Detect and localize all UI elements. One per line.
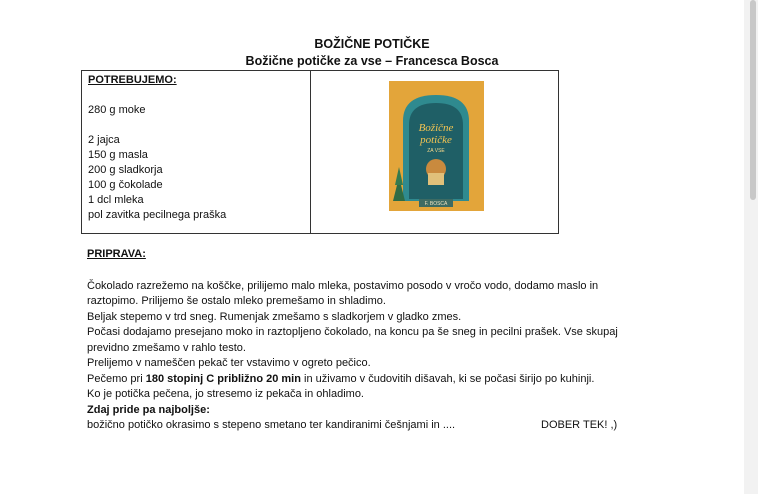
table-divider [310, 71, 311, 233]
finish-heading: Zdaj pride pa najboljše: [87, 403, 210, 416]
book-cover-illustration [389, 81, 484, 211]
ingredient-item: 100 g čokolade [88, 179, 163, 191]
preparation-line: previdno zmešamo v rahlo testo. [87, 341, 246, 354]
preparation-line: Prelijemo v nameščen pekač ter vstavimo v ogreto pečico. [87, 357, 371, 369]
preparation-bake-line [87, 372, 618, 388]
closing-text: DOBER TEK! ,) [541, 419, 618, 431]
ingredient-spacer [88, 118, 226, 133]
preparation-heading: PRIPRAVA: [87, 248, 146, 260]
book-title-line1: Božične [418, 122, 454, 134]
ingredient-item: 200 g sladkorja [88, 164, 163, 176]
book-author: F. BOSCA [424, 201, 448, 207]
bake-emphasis: 180 stopinj C približno 20 min [145, 372, 301, 385]
book-subtitle: ZA VSE [427, 148, 445, 154]
book-cover-image [389, 81, 484, 211]
preparation-line: Ko je potička pečena, jo stresemo iz pekača in ohladimo. [87, 388, 364, 400]
bake-suffix: in uživamo v čudovitih dišavah, ki se počasi širijo po kuhinji. [300, 372, 595, 385]
ingredients-table [81, 70, 559, 234]
ingredient-item: pol zavitka pecilnega praška [88, 209, 227, 221]
ingredient-item: 150 g masla [88, 149, 148, 161]
ingredients-cell [88, 73, 226, 223]
preparation-line: raztopimo. Prilijemo še ostalo mleko premešamo in shladimo. [87, 295, 386, 307]
preparation-line: Čokolado razrežemo na koščke, prilijemo malo mleka, postavimo posodo v vročo vodo, dodamo maslo in [87, 279, 599, 292]
finish-line: božično potičko okrasimo s stepeno smetano ter kandiranimi češnjami in .... [87, 419, 456, 431]
ingredients-heading: POTREBUJEMO: [88, 74, 177, 86]
bake-prefix: Pečemo pri [87, 372, 146, 385]
ingredient-item: 1 dcl mleka [88, 194, 144, 206]
preparation-line: Beljak stepemo v trd sneg. Rumenjak zmešamo s sladkorjem v gladko zmes. [87, 310, 462, 323]
preparation-section [87, 247, 618, 434]
ingredient-item: 2 jajca [88, 134, 120, 146]
scrollbar-thumb[interactable] [750, 0, 756, 200]
document-title: BOŽIČNE POTIČKE [314, 37, 430, 51]
book-title-line2: potičke [420, 134, 452, 146]
preparation-line: Počasi dodajamo presejano moko in raztopljeno čokolado, na koncu pa še sneg in pecilni prašek. Vse skupaj [87, 326, 618, 338]
document-subtitle: Božične potičke za vse – Francesca Bosca [245, 54, 499, 68]
ingredient-item: 280 g moke [88, 104, 146, 116]
